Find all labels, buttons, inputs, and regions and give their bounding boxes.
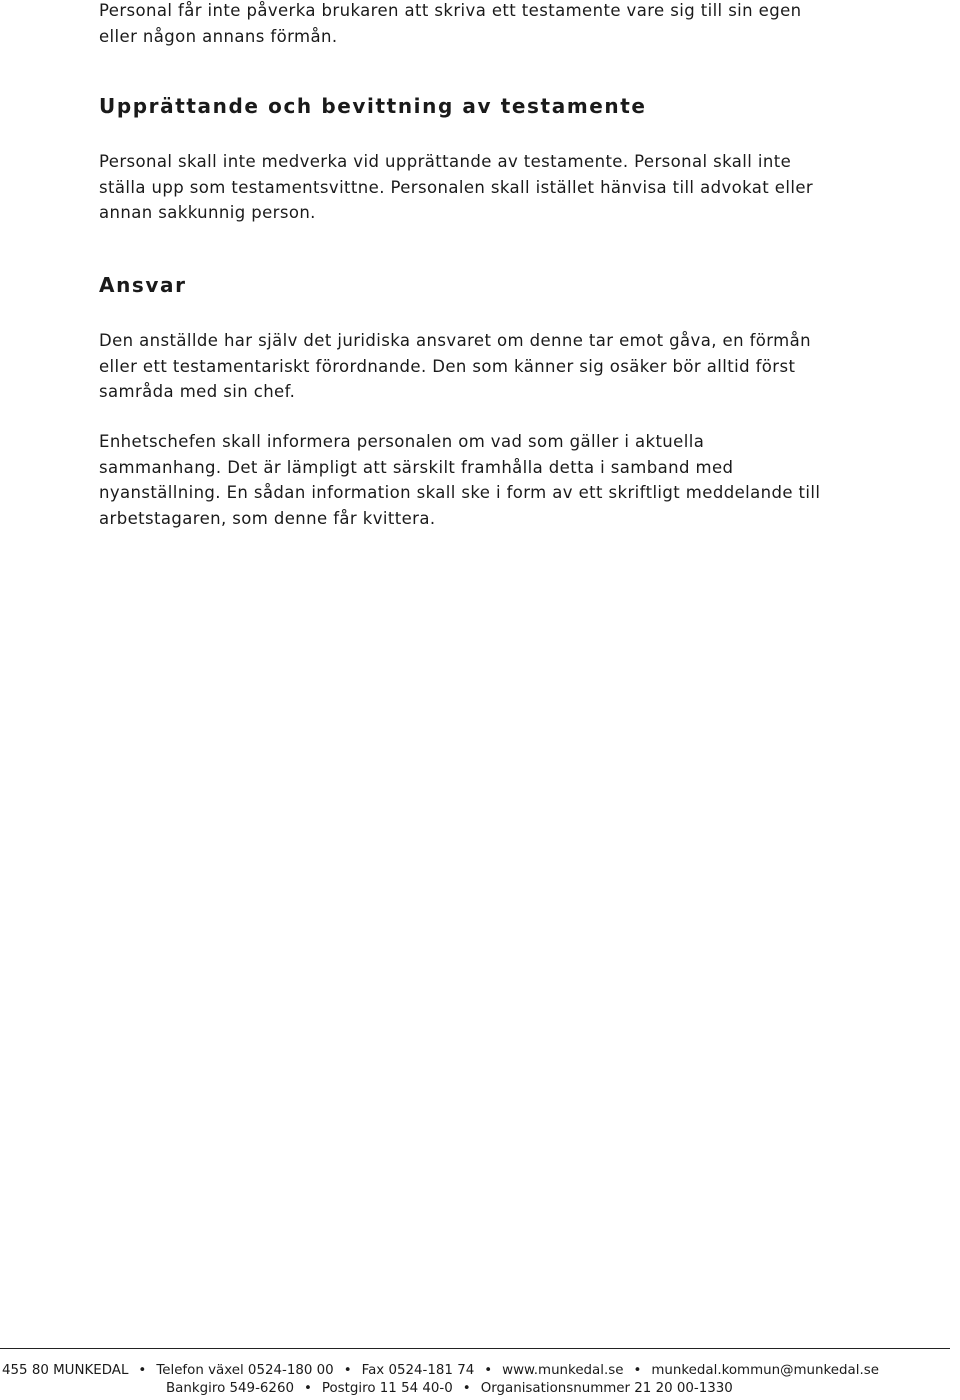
bullet-separator: •	[462, 1381, 471, 1396]
footer-postgiro: Postgiro 11 54 40-0	[321, 1381, 453, 1396]
footer-org-number: Organisationsnummer 21 20 00-1330	[480, 1381, 733, 1396]
footer-address: 455 80 MUNKEDAL	[2, 1363, 129, 1378]
footer-phone: Telefon växel 0524-180 00	[156, 1363, 334, 1378]
heading-responsibility: Ansvar	[99, 273, 187, 297]
footer-banking-line	[166, 1380, 733, 1398]
footer-divider	[0, 1348, 950, 1349]
paragraph-testament: Personal skall inte medverka vid upprättande av testamente. Personal skall inte ställa upp som testamentsvittne. Personalen skall istället hänvisa till advokat eller annan sakkunnig person.	[99, 152, 814, 222]
paragraph-influence: Personal får inte påverka brukaren att skriva ett testamente vare sig till sin egen eller någon annans förmån.	[99, 1, 802, 46]
paragraph-responsibility: Den anställde har själv det juridiska ansvaret om denne tar emot gåva, en förmån eller ett testamentariskt förordnande. Den som känner sig osäker bör alltid först samråda med sin chef.	[99, 331, 812, 401]
bullet-separator: •	[138, 1363, 147, 1378]
bullet-separator: •	[303, 1381, 312, 1396]
heading-testament: Upprättande och bevittning av testamente	[99, 94, 647, 118]
footer-contact-line	[2, 1362, 879, 1380]
footer-email-link[interactable]: munkedal.kommun@munkedal.se	[651, 1363, 879, 1378]
footer-bankgiro: Bankgiro 549-6260	[166, 1381, 294, 1396]
bullet-separator: •	[633, 1363, 642, 1378]
footer-fax: Fax 0524-181 74	[361, 1363, 475, 1378]
footer-website-link[interactable]: www.munkedal.se	[502, 1363, 624, 1378]
bullet-separator: •	[343, 1363, 352, 1378]
bullet-separator: •	[484, 1363, 493, 1378]
paragraph-unit-manager: Enhetschefen skall informera personalen om vad som gäller i aktuella sammanhang. Det är lämpligt att särskilt framhålla detta i samband med nyanställning. En sådan information skall ske i form av ett skriftligt meddelande till arbetstagaren, som denne får kvittera.	[99, 432, 821, 528]
